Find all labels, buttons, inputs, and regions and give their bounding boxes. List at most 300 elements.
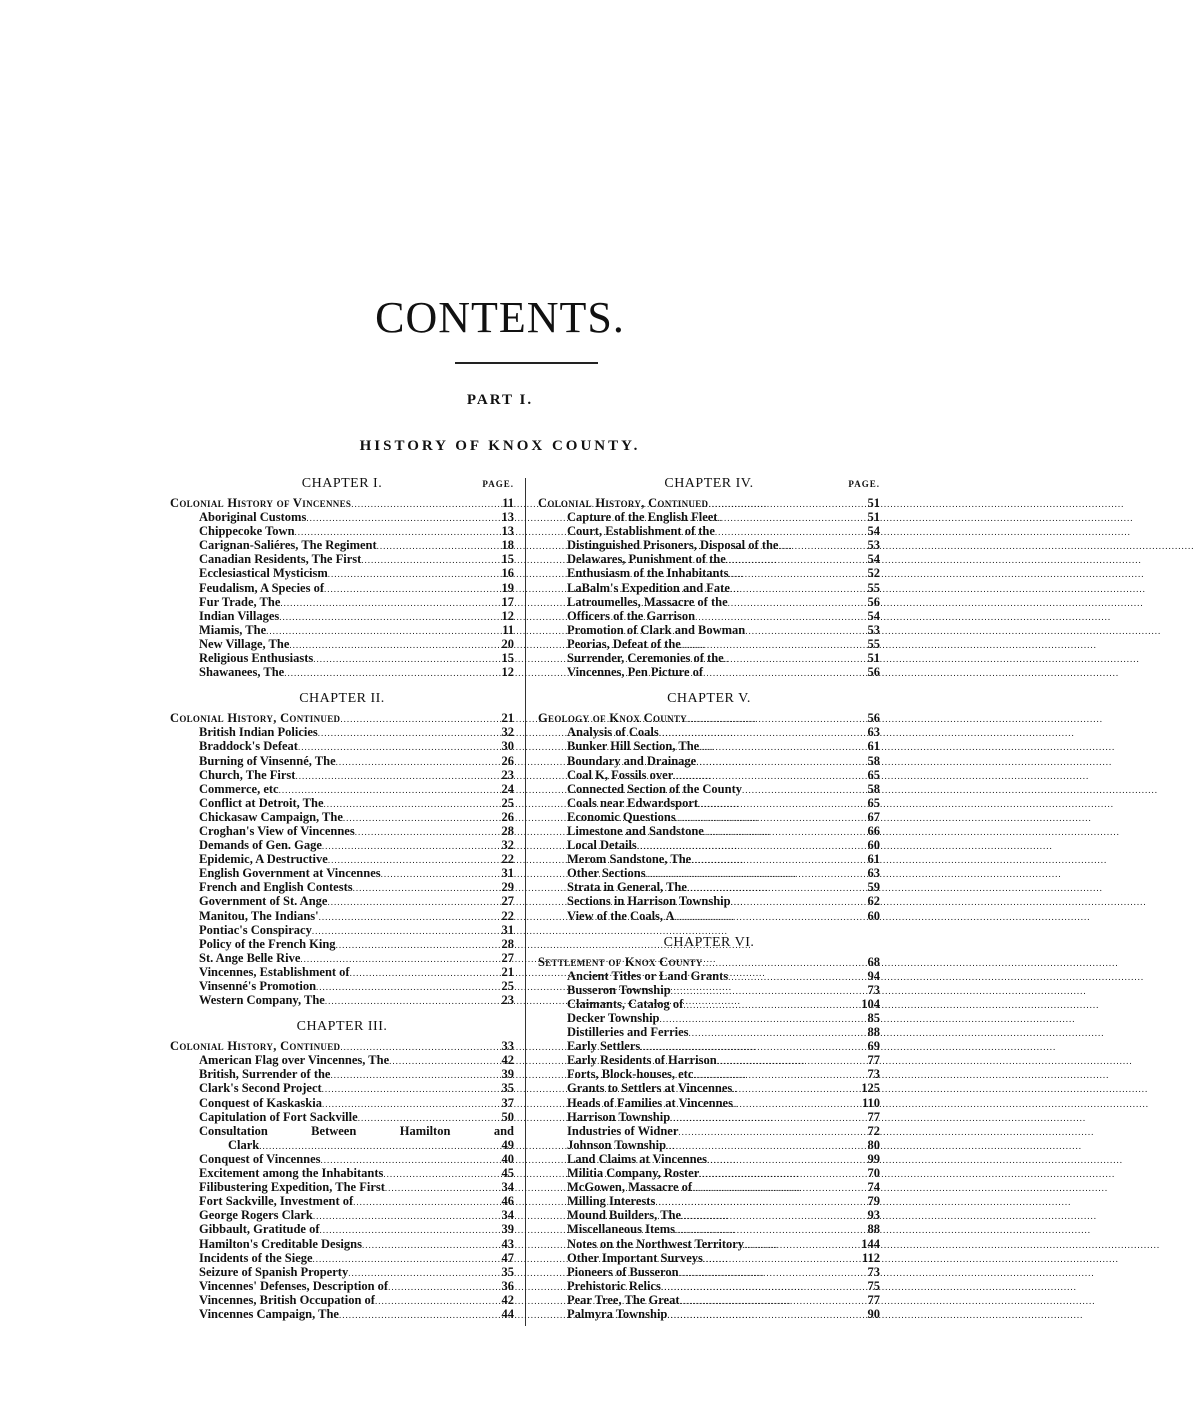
entry-title: Coal K, Fossils over (567, 767, 674, 782)
contents-entry (538, 1279, 880, 1293)
dot-leader (298, 740, 488, 754)
contents-entry (170, 1166, 514, 1180)
entry-page-number: 34 (501, 1180, 514, 1195)
entry-title: Vincennes, Establishment of (199, 964, 350, 979)
entry-title: Pioneers of Busseron (567, 1264, 679, 1279)
contents-entry (170, 1265, 514, 1279)
entry-page-number: 51 (867, 496, 880, 510)
contents-entry (538, 1208, 880, 1222)
dot-leader (698, 797, 854, 811)
entry-title: Carignan-Saliéres, The Regiment (199, 538, 377, 553)
entry-title: Burning of Vinsenné, The (199, 753, 336, 768)
dot-leader (280, 596, 488, 610)
chapter-main-entry (170, 496, 514, 510)
entry-title: Notes on the Northwest Territory (567, 1236, 745, 1251)
entry-page-number: 49 (501, 1137, 514, 1152)
entry-page-number: 23 (501, 993, 514, 1008)
contents-entry (170, 951, 514, 965)
entry-page-number: 25 (501, 979, 514, 993)
contents-entry (538, 880, 880, 894)
dot-leader (362, 1238, 488, 1252)
dot-leader (717, 511, 854, 525)
contents-entry (538, 566, 880, 580)
entry-page-number: 43 (501, 1236, 514, 1251)
dot-leader (322, 1082, 488, 1096)
entry-title: Conquest of Vincennes (199, 1151, 321, 1166)
contents-entry (538, 1152, 880, 1166)
entry-title: Colonial History of Vincennes (170, 496, 352, 510)
dot-leader (348, 1266, 488, 1280)
contents-entry (538, 1222, 880, 1236)
dot-leader (318, 726, 488, 740)
dot-leader (339, 1308, 488, 1322)
entry-title: Capture of the English Fleet (567, 510, 718, 525)
entry-page-number: 22 (501, 852, 514, 867)
chapter-gap (170, 1007, 514, 1019)
contents-entry (538, 1039, 880, 1053)
dot-leader (377, 539, 488, 553)
entry-title: Conquest of Kaskaskia (199, 1095, 322, 1110)
entry-page-number: 51 (867, 651, 880, 666)
entry-page-number: 26 (501, 809, 514, 824)
dot-leader (266, 624, 488, 638)
chapter-heading-label: CHAPTER V. (667, 691, 751, 707)
contents-entry (170, 581, 514, 595)
entry-title: Gibbault, Gratitude of (199, 1222, 320, 1237)
entry-title: Johnson Township (567, 1137, 667, 1152)
contents-entry (170, 754, 514, 768)
entry-page-number: 32 (501, 725, 514, 740)
contents-entry (170, 1237, 514, 1251)
contents-entry (538, 1265, 880, 1279)
chapter-heading-label: CHAPTER VI. (663, 934, 755, 950)
entry-page-number: 55 (867, 580, 880, 595)
dot-leader (389, 1054, 488, 1068)
dot-leader (681, 1209, 854, 1223)
entry-title: Fort Sackville, Investment of (199, 1194, 354, 1209)
dot-leader (703, 666, 854, 680)
entry-page-number: 99 (867, 1151, 880, 1166)
contents-entry (538, 510, 880, 524)
dot-leader (681, 638, 854, 652)
entry-title: Claimants, Catalog of (567, 996, 684, 1011)
dot-leader (353, 881, 488, 895)
contents-entry (170, 1067, 514, 1081)
contents-entry (170, 852, 514, 866)
contents-entry (170, 909, 514, 923)
chapter-heading-label: CHAPTER III. (296, 1019, 388, 1035)
chapter-main-entry (170, 1039, 514, 1053)
dot-leader (699, 740, 854, 754)
dot-leader (692, 1181, 854, 1195)
entry-page-number: 21 (501, 964, 514, 979)
contents-entry (170, 1180, 514, 1194)
dot-leader (691, 853, 854, 867)
entry-title: Incidents of the Siege (199, 1250, 313, 1265)
entry-page-number: 60 (867, 838, 880, 853)
dot-leader (279, 610, 488, 624)
contents-entry (170, 894, 514, 908)
entry-page-number: 21 (501, 711, 514, 726)
left-column (170, 476, 514, 1321)
entry-title: Chickasaw Campaign, The (199, 809, 343, 824)
dot-leader (673, 769, 854, 783)
entry-title: Church, The First (199, 767, 296, 782)
entry-page-number: 59 (867, 880, 880, 895)
entry-title: Miamis, The (199, 622, 267, 637)
contents-entry (538, 1110, 880, 1124)
entry-title: Policy of the French King (199, 936, 336, 951)
entry-title: Bunker Hill Section, The (567, 739, 700, 754)
dot-leader (696, 755, 854, 769)
entry-page-number: 55 (867, 636, 880, 651)
dot-leader (313, 1209, 488, 1223)
entry-title: Vinsenné's Promotion (199, 979, 317, 993)
contents-entry (170, 665, 514, 679)
entry-title: Land Claims at Vincennes (567, 1151, 707, 1166)
entry-title: English Government at Vincennes (199, 866, 381, 881)
dot-leader (306, 511, 488, 525)
entry-title: Harrison Township (567, 1109, 671, 1124)
entry-page-number: 144 (861, 1236, 880, 1251)
dot-leader (322, 839, 488, 853)
entry-page-number: 39 (501, 1067, 514, 1082)
entry-title: Other Sections (567, 866, 646, 881)
dot-leader (687, 881, 854, 895)
dot-leader (703, 956, 854, 970)
chapter-heading-label: CHAPTER I. (301, 476, 383, 491)
entry-title: Fur Trade, The (199, 594, 281, 609)
dot-leader (678, 1125, 854, 1139)
contents-entry (170, 1208, 514, 1222)
contents-entry (170, 1081, 514, 1095)
dot-leader (745, 624, 854, 638)
entry-title: Seizure of Spanish Property (199, 1264, 349, 1279)
contents-entry (538, 637, 880, 651)
entry-page-number: 80 (867, 1137, 880, 1152)
contents-entry (170, 595, 514, 609)
entry-title: American Flag over Vincennes, The (199, 1053, 390, 1068)
entry-title: Economic Questions (567, 809, 676, 824)
dot-leader (259, 1139, 488, 1153)
contents-entry (170, 838, 514, 852)
dot-leader (324, 582, 488, 596)
contents-entry (538, 810, 880, 824)
contents-entry (170, 923, 514, 937)
entry-page-number: 13 (501, 524, 514, 539)
dot-leader (328, 853, 488, 867)
entry-title: Coals near Edwardsport (567, 795, 699, 810)
entry-page-number: 75 (867, 1278, 880, 1293)
entry-page-number: 58 (867, 753, 880, 768)
dot-leader (699, 1167, 854, 1181)
contents-entry (538, 1081, 880, 1095)
contents-entry (538, 997, 880, 1011)
dot-leader (353, 1195, 488, 1209)
entry-page-number: 24 (501, 781, 514, 796)
contents-entry (538, 1194, 880, 1208)
contents-entry (538, 824, 880, 838)
entry-title: Strata in General, The (567, 880, 687, 895)
entry-title: Palmyra Township (567, 1306, 668, 1321)
chapter-heading (170, 691, 514, 711)
entry-title: Manitou, The Indians' (199, 908, 319, 923)
dot-leader (637, 839, 854, 853)
entry-title: Colonial History, Continued (538, 496, 709, 510)
entry-title: Demands of Gen. Gage (199, 838, 322, 853)
entry-page-number: 31 (501, 922, 514, 937)
chapter-heading (170, 476, 514, 496)
contents-entry (538, 1166, 880, 1180)
entry-page-number: 73 (867, 1264, 880, 1279)
entry-page-number: 69 (867, 1039, 880, 1054)
chapter-gap (170, 679, 514, 691)
dot-leader (671, 984, 854, 998)
entry-page-number: 13 (501, 510, 514, 525)
entry-page-number: 34 (501, 1208, 514, 1223)
contents-entry (538, 552, 880, 566)
contents-entry (538, 983, 880, 997)
entry-page-number: 53 (867, 538, 880, 553)
entry-title: Limestone and Sandstone (567, 823, 704, 838)
dot-leader (383, 1167, 488, 1181)
dot-leader (704, 825, 854, 839)
entry-page-number: 36 (501, 1278, 514, 1293)
entry-title: Latroumelles, Massacre of the (567, 594, 728, 609)
chapter-main-entry (538, 711, 880, 725)
entry-page-number: 54 (867, 524, 880, 539)
entry-title: French and English Contests (199, 880, 353, 895)
entry-page-number: 39 (501, 1222, 514, 1237)
entry-page-number: 44 (501, 1306, 514, 1321)
entry-page-number: 112 (861, 1250, 880, 1265)
entry-title: British, Surrender of the (199, 1067, 331, 1082)
dot-leader (707, 1153, 854, 1167)
entry-page-number: 65 (867, 795, 880, 810)
dot-leader (733, 1097, 854, 1111)
dot-leader (351, 497, 488, 511)
entry-title: British Indian Policies (199, 725, 318, 740)
entry-title: Merom Sandstone, The (567, 852, 692, 867)
entry-title: Heads of Families at Vincennes (567, 1095, 733, 1110)
contents-entry (538, 1096, 880, 1110)
entry-title: George Rogers Clark (199, 1208, 313, 1223)
entry-title: Delawares, Punishment of the (567, 552, 726, 567)
entry-page-number: 65 (867, 767, 880, 782)
entry-title: Aboriginal Customs (199, 510, 307, 525)
dot-leader (350, 966, 488, 980)
contents-entry (538, 739, 880, 753)
dot-leader (358, 1111, 488, 1125)
contents-entry (170, 739, 514, 753)
contents-entry (170, 1222, 514, 1236)
contents-entry (538, 852, 880, 866)
entry-title: Distilleries and Ferries (567, 1025, 689, 1040)
dot-leader (676, 811, 854, 825)
contents-entry (170, 637, 514, 651)
entry-title: Enthusiasm of the Inhabitants (567, 566, 729, 581)
entry-page-number: 22 (501, 908, 514, 923)
chapter-gap (538, 923, 880, 935)
dot-leader (340, 1040, 488, 1054)
entry-page-number: 74 (867, 1180, 880, 1195)
entry-title: Militia Company, Roster (567, 1166, 700, 1181)
entry-page-number: 54 (867, 608, 880, 623)
contents-entry (170, 1307, 514, 1321)
entry-title: Vincennes, British Occupation of (199, 1292, 375, 1307)
dot-leader (343, 811, 488, 825)
entry-title: Epidemic, A Destructive (199, 852, 328, 867)
entry-title: McGowen, Massacre of (567, 1180, 693, 1195)
page-title: CONTENTS. (375, 293, 625, 342)
entry-title: Analysis of Coals (567, 725, 659, 740)
dot-leader (640, 1040, 854, 1054)
dot-leader (385, 1181, 488, 1195)
entry-title: Pear Tree, The Great (567, 1292, 680, 1307)
entry-page-number: 27 (501, 950, 514, 965)
contents-entry (170, 796, 514, 810)
entry-title: Colonial History, Continued (170, 711, 341, 726)
dot-leader (675, 1223, 854, 1237)
dot-leader (728, 970, 854, 984)
entry-page-number: 79 (867, 1194, 880, 1209)
dot-leader (660, 1012, 854, 1026)
entry-page-number: 31 (501, 866, 514, 881)
entry-title: New Village, The (199, 636, 290, 651)
contents-entry (538, 623, 880, 637)
dot-leader (687, 712, 854, 726)
contents-entry (170, 623, 514, 637)
contents-entry (170, 1152, 514, 1166)
entry-page-number: 37 (501, 1095, 514, 1110)
dot-leader (336, 938, 488, 952)
contents-entry (170, 725, 514, 739)
title-rule (455, 362, 598, 364)
dot-leader (778, 539, 854, 553)
dot-leader (320, 1223, 489, 1237)
dot-leader (715, 525, 854, 539)
contents-entry (538, 1251, 880, 1265)
entry-page-number: 15 (501, 651, 514, 666)
contents-entry (538, 969, 880, 983)
entry-title: Sections in Harrison Township (567, 894, 731, 909)
dot-leader (330, 1068, 488, 1082)
entry-page-number: 27 (501, 894, 514, 909)
contents-entry (170, 1293, 514, 1307)
contents-entry (170, 552, 514, 566)
dot-leader (284, 666, 488, 680)
entry-page-number: 63 (867, 866, 880, 881)
entry-page-number: 88 (867, 1222, 880, 1237)
contents-entry (538, 1293, 880, 1307)
dot-leader (295, 525, 488, 539)
dot-leader (730, 582, 854, 596)
entry-title: Hamilton's Creditable Designs (199, 1236, 362, 1251)
dot-leader (328, 567, 488, 581)
entry-title: Canadian Residents, The First (199, 552, 362, 567)
contents-entry (538, 1025, 880, 1039)
entry-title: Industries of Widner (567, 1123, 679, 1138)
dot-leader (666, 1139, 854, 1153)
entry-page-number: 56 (867, 665, 880, 680)
entry-title: Forts, Block-houses, etc (567, 1067, 694, 1082)
entry-page-number: 63 (867, 725, 880, 740)
contents-entry (170, 993, 514, 1007)
entry-title: Feudalism, A Species of (199, 580, 325, 595)
contents-entry (538, 725, 880, 739)
dot-leader (327, 895, 488, 909)
dot-leader (316, 980, 488, 994)
contents-entry (538, 524, 880, 538)
entry-title: Vincennes' Defenses, Description of (199, 1278, 389, 1293)
entry-title: Chippecoke Town (199, 524, 295, 539)
entry-title: Excitement among the Inhabitants (199, 1166, 384, 1181)
entry-title: Connected Section of the County (567, 781, 742, 796)
chapter-main-entry (538, 496, 880, 510)
entry-page-number: 23 (501, 767, 514, 782)
dot-leader (732, 1082, 854, 1096)
entry-title: Ancient Titles or Land Grants (567, 968, 729, 983)
dot-leader (703, 1252, 854, 1266)
entry-title: Commerce, etc (199, 781, 279, 796)
entry-page-number: 56 (867, 594, 880, 609)
dot-leader (319, 910, 488, 924)
entry-page-number: 11 (502, 496, 514, 510)
dot-leader (742, 783, 854, 797)
entry-title: Court, Establishment of the (567, 524, 715, 539)
entry-page-number: 42 (501, 1053, 514, 1068)
dot-leader (361, 553, 488, 567)
entry-page-number: 25 (501, 795, 514, 810)
entry-title: Decker Township (567, 1011, 660, 1025)
entry-page-number: 51 (867, 510, 880, 525)
dot-leader (646, 867, 854, 881)
entry-page-number: 47 (501, 1250, 514, 1265)
entry-title: Colonial History, Continued (170, 1039, 341, 1054)
entry-page-number: 110 (861, 1095, 880, 1110)
entry-page-number: 26 (501, 753, 514, 768)
entry-page-number: 88 (867, 1025, 880, 1040)
entry-page-number: 45 (501, 1166, 514, 1181)
dot-leader (661, 1280, 854, 1294)
entry-title: Surrender, Ceremonies of the (567, 651, 724, 666)
contents-entry (170, 810, 514, 824)
entry-page-number: 58 (867, 781, 880, 796)
entry-title: Filibustering Expedition, The First (199, 1180, 385, 1195)
contents-entry (538, 894, 880, 908)
entry-page-number: 61 (867, 739, 880, 754)
entry-title: Prehistoric Relics (567, 1278, 661, 1293)
dot-leader (659, 726, 854, 740)
dot-leader (731, 895, 854, 909)
entry-title: Pontiac's Conspiracy (199, 922, 312, 937)
page-column-label: PAGE. (482, 479, 514, 489)
contents-entry (170, 782, 514, 796)
entry-title: Mound Builders, The (567, 1208, 682, 1223)
dot-leader (667, 1308, 854, 1322)
dot-leader (655, 1195, 854, 1209)
entry-title: Ecclesiastical Mysticism (199, 566, 328, 581)
entry-page-number: 32 (501, 838, 514, 853)
part-heading: PART I. (466, 392, 534, 408)
entry-page-number: 104 (861, 996, 880, 1011)
entry-title: Braddock's Defeat (199, 739, 298, 754)
contents-entry (538, 754, 880, 768)
chapter-heading-label: CHAPTER II. (299, 691, 385, 707)
contents-entry (538, 1180, 880, 1194)
entry-page-number: 73 (867, 1067, 880, 1082)
chapter-main-entry (538, 955, 880, 969)
